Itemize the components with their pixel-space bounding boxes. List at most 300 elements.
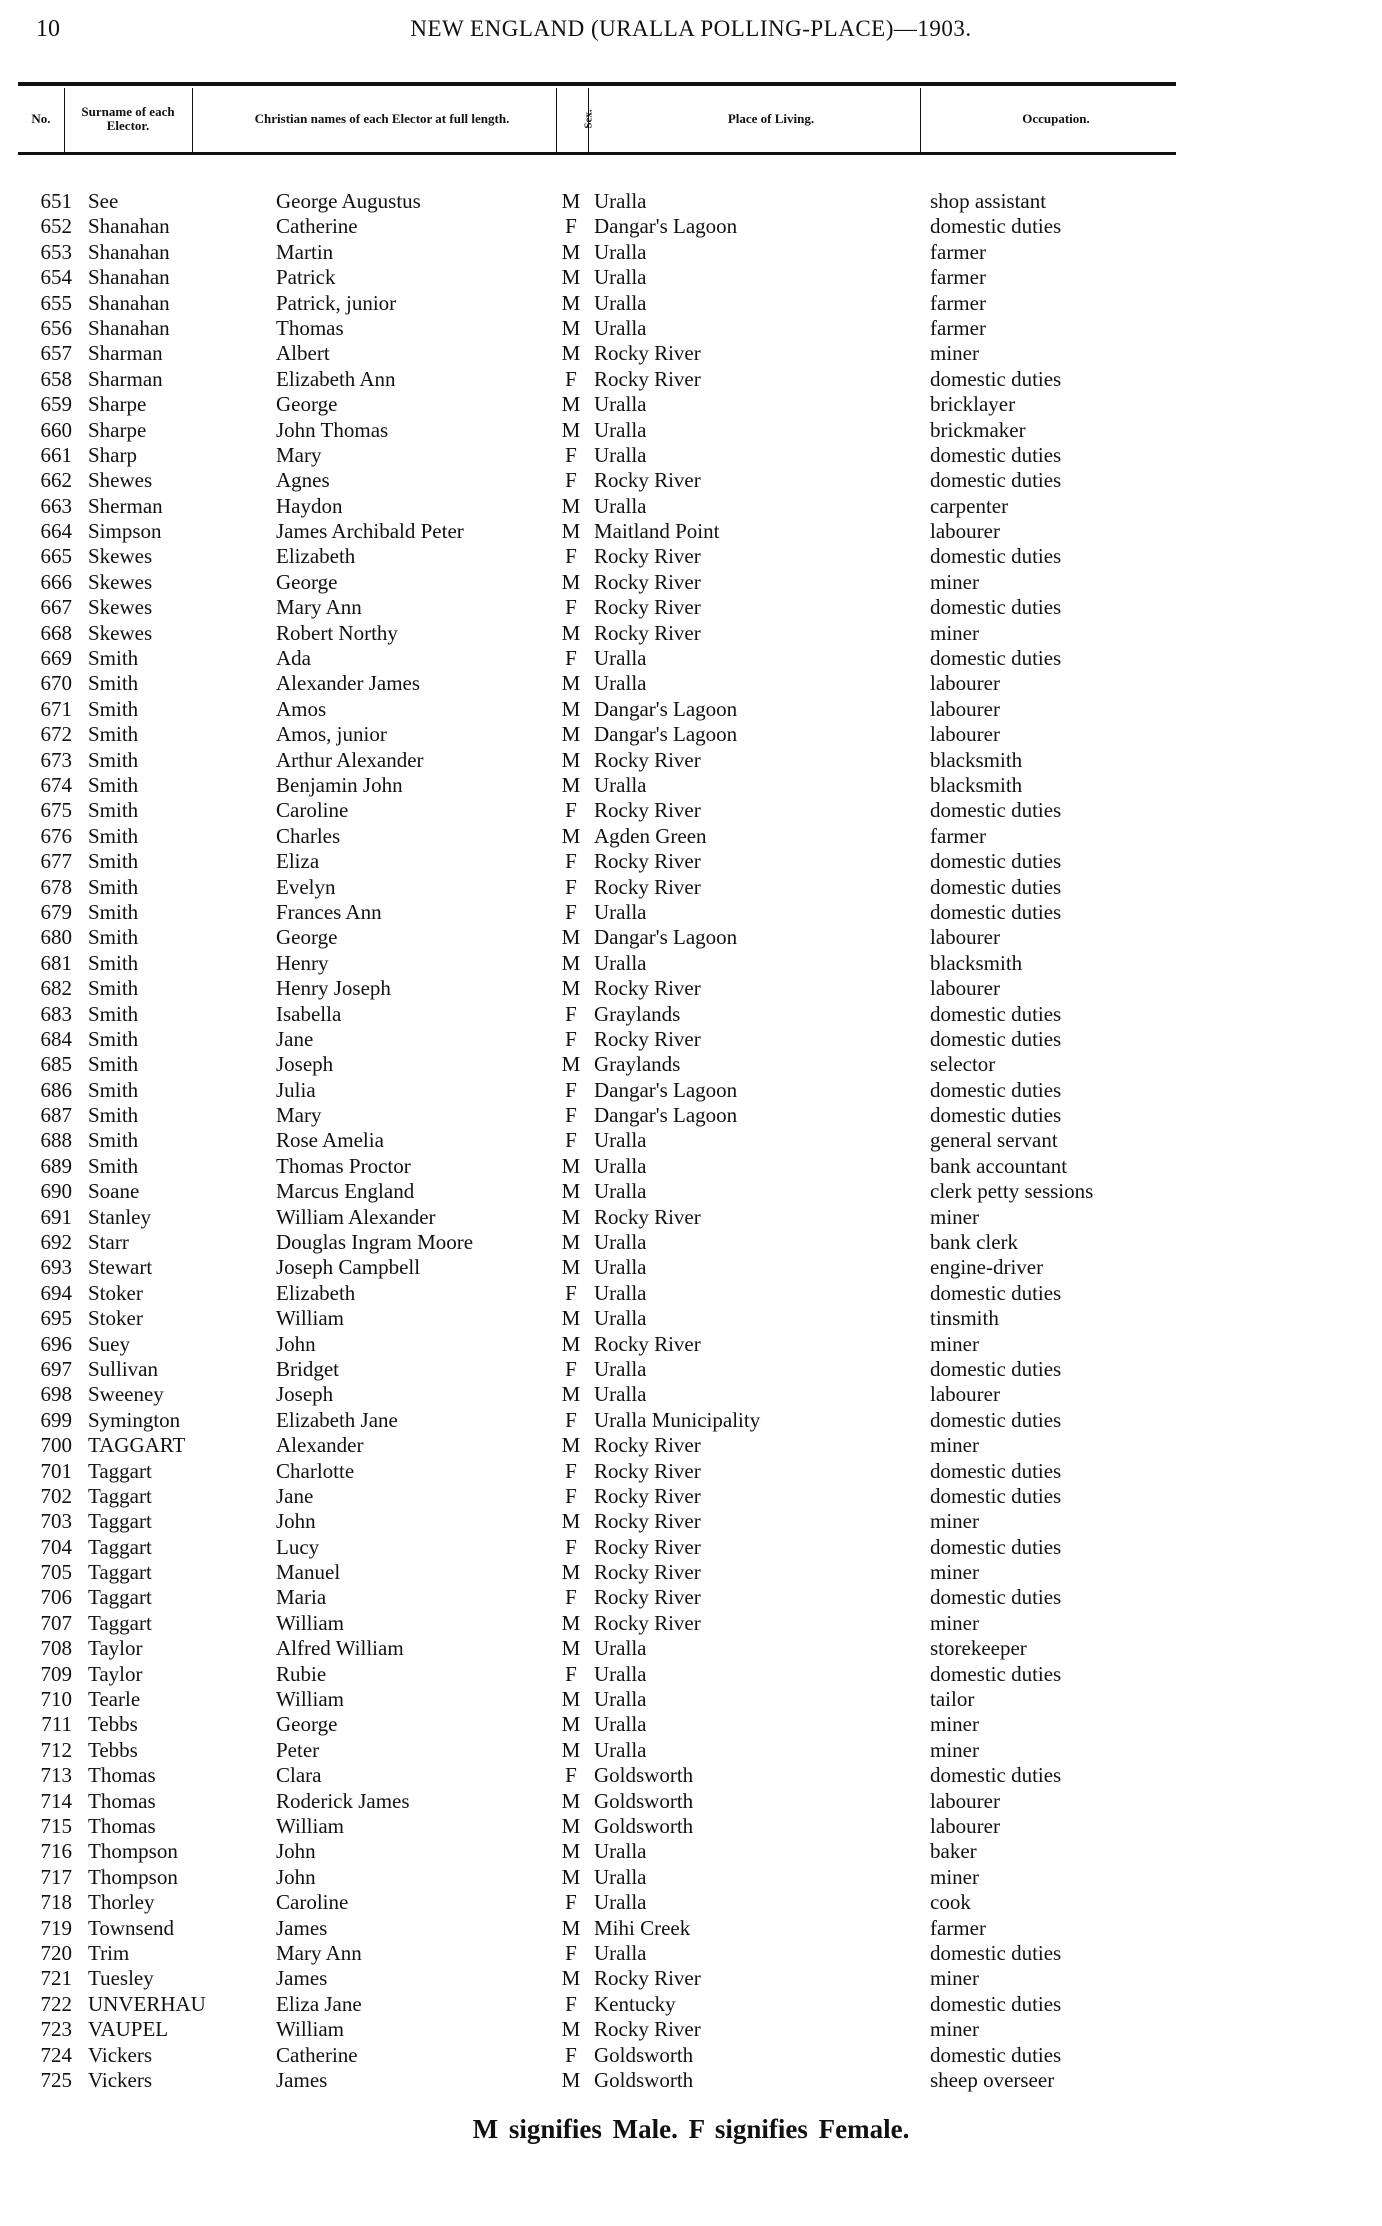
table-row <box>0 240 1382 265</box>
elector-christian-names: George Augustus <box>276 189 421 213</box>
elector-surname: Smith <box>88 722 139 747</box>
elector-occupation: domestic duties <box>930 1661 1062 1686</box>
elector-sex: M <box>561 696 581 721</box>
sex-legend: M signifies Male. F signifies Female. <box>472 2114 910 2144</box>
elector-surname: Skewes <box>88 595 153 620</box>
table-row <box>0 646 1382 671</box>
elector-occupation: farmer <box>930 290 986 315</box>
elector-occupation: domestic duties <box>930 1280 1062 1305</box>
elector-christian-names: Elizabeth <box>276 1280 356 1305</box>
elector-surname: Sharp <box>88 442 137 467</box>
elector-surname: Sharman <box>88 341 163 366</box>
elector-sex: F <box>565 2042 577 2067</box>
elector-sex: M <box>561 189 581 213</box>
elector-christian-names: Elizabeth <box>276 544 356 569</box>
elector-number: 677 <box>40 849 72 874</box>
elector-place-of-living: Rocky River <box>594 569 701 594</box>
elector-christian-names: William Alexander <box>276 1204 436 1229</box>
elector-christian-names: Charles <box>276 823 341 848</box>
elector-christian-names: Elizabeth Ann <box>276 366 396 391</box>
elector-occupation: domestic duties <box>930 595 1062 620</box>
elector-surname: Thorley <box>88 1890 155 1915</box>
elector-surname: Sullivan <box>88 1356 159 1381</box>
elector-place-of-living: Uralla <box>594 1255 647 1280</box>
elector-christian-names: Eliza <box>276 849 320 874</box>
elector-occupation: farmer <box>930 1915 986 1940</box>
table-row <box>0 1154 1382 1179</box>
table-row <box>0 773 1382 798</box>
table-row <box>0 722 1382 747</box>
elector-christian-names: John <box>276 1331 316 1356</box>
elector-number: 703 <box>40 1509 72 1534</box>
elector-sex: M <box>561 1306 581 1331</box>
elector-surname: Smith <box>88 899 139 924</box>
elector-sex: F <box>565 366 577 391</box>
elector-number: 665 <box>40 544 72 569</box>
elector-place-of-living: Rocky River <box>594 747 701 772</box>
elector-occupation: labourer <box>930 1788 1000 1813</box>
elector-christian-names: Elizabeth Jane <box>276 1407 398 1432</box>
elector-sex: M <box>561 1814 581 1838</box>
elector-occupation: tailor <box>930 1687 975 1712</box>
elector-surname: Smith <box>88 874 139 899</box>
elector-christian-names: Eliza Jane <box>276 1991 362 2016</box>
elector-surname: Trim <box>88 1940 130 1965</box>
table-row <box>0 1611 1382 1636</box>
elector-sex: M <box>561 1230 581 1255</box>
table-row <box>0 2043 1382 2068</box>
elector-sex: M <box>561 2067 581 2092</box>
elector-place-of-living: Rocky River <box>594 366 701 391</box>
elector-number: 701 <box>40 1458 72 1483</box>
elector-sex: M <box>561 569 581 594</box>
table-row <box>0 544 1382 569</box>
elector-place-of-living: Uralla <box>594 950 647 975</box>
elector-christian-names: Alexander James <box>276 671 421 696</box>
elector-place-of-living: Rocky River <box>594 1534 701 1559</box>
table-row <box>0 1839 1382 1864</box>
elector-number: 659 <box>40 392 72 417</box>
elector-christian-names: Isabella <box>276 1001 342 1026</box>
elector-christian-names: Benjamin John <box>276 772 403 797</box>
table-row <box>0 595 1382 620</box>
elector-number: 687 <box>40 1103 72 1128</box>
elector-place-of-living: Rocky River <box>594 1331 701 1356</box>
elector-place-of-living: Uralla <box>594 392 647 417</box>
elector-number: 662 <box>40 468 72 493</box>
elector-occupation: blacksmith <box>930 950 1023 975</box>
elector-sex: F <box>565 468 577 493</box>
elector-christian-names: William <box>276 1610 344 1635</box>
col-header-surname: Surname of each Elector. <box>81 104 175 133</box>
elector-occupation: miner <box>930 341 979 366</box>
elector-place-of-living: Uralla <box>594 1382 647 1407</box>
elector-number: 708 <box>40 1636 72 1661</box>
elector-occupation: labourer <box>930 722 1000 747</box>
elector-surname: Smith <box>88 1128 139 1153</box>
elector-christian-names: Caroline <box>276 1890 349 1915</box>
elector-place-of-living: Uralla <box>594 1230 647 1255</box>
elector-place-of-living: Uralla <box>594 1636 647 1661</box>
col-header-place: Place of Living. <box>727 111 815 126</box>
elector-place-of-living: Rocky River <box>594 1966 701 1991</box>
elector-sex: F <box>565 1483 577 1508</box>
table-row <box>0 1052 1382 1077</box>
elector-surname: Shanahan <box>88 239 170 264</box>
elector-sex: F <box>565 1890 577 1915</box>
table-row <box>0 1763 1382 1788</box>
elector-number: 691 <box>40 1204 72 1229</box>
elector-sex: F <box>565 1280 577 1305</box>
col-header-occupation: Occupation. <box>1022 111 1090 126</box>
elector-number: 664 <box>40 519 72 544</box>
elector-occupation: domestic duties <box>930 798 1062 823</box>
elector-christian-names: Peter <box>276 1737 320 1762</box>
elector-place-of-living: Rocky River <box>594 1585 701 1610</box>
elector-surname: Shewes <box>88 468 153 493</box>
elector-christian-names: Alfred William <box>276 1636 404 1661</box>
elector-sex: M <box>561 950 581 975</box>
column-divider <box>192 88 193 152</box>
elector-sex: F <box>565 1991 577 2016</box>
elector-occupation: bank clerk <box>930 1230 1019 1255</box>
elector-place-of-living: Uralla <box>594 189 647 213</box>
elector-sex: M <box>561 747 581 772</box>
elector-place-of-living: Dangar's Lagoon <box>594 722 738 747</box>
elector-number: 715 <box>40 1814 72 1838</box>
elector-place-of-living: Rocky River <box>594 2017 701 2042</box>
elector-number: 699 <box>40 1407 72 1432</box>
table-row <box>0 1281 1382 1306</box>
elector-christian-names: Albert <box>276 341 330 366</box>
elector-christian-names: Amos, junior <box>276 722 387 747</box>
elector-occupation: domestic duties <box>930 874 1062 899</box>
elector-surname: Sharman <box>88 366 163 391</box>
table-row <box>0 1382 1382 1407</box>
elector-sex: F <box>565 849 577 874</box>
elector-occupation: general servant <box>930 1128 1058 1153</box>
elector-place-of-living: Rocky River <box>594 874 701 899</box>
elector-occupation: miner <box>930 1560 979 1585</box>
table-row <box>0 976 1382 1001</box>
elector-surname: VAUPEL <box>88 2017 169 2042</box>
elector-number: 705 <box>40 1560 72 1585</box>
elector-number: 710 <box>40 1687 72 1712</box>
elector-place-of-living: Rocky River <box>594 1204 701 1229</box>
table-row <box>0 189 1382 214</box>
elector-occupation: labourer <box>930 976 1000 1001</box>
column-divider <box>588 88 589 152</box>
elector-surname: TAGGART <box>88 1433 186 1458</box>
elector-number: 722 <box>40 1991 72 2016</box>
table-row <box>0 697 1382 722</box>
elector-place-of-living: Kentucky <box>594 1991 676 2016</box>
elector-surname: Tebbs <box>88 1737 138 1762</box>
elector-surname: Smith <box>88 976 139 1001</box>
elector-place-of-living: Rocky River <box>594 1509 701 1534</box>
elector-place-of-living: Uralla <box>594 1280 647 1305</box>
elector-surname: Smith <box>88 671 139 696</box>
elector-surname: Shanahan <box>88 290 170 315</box>
elector-place-of-living: Uralla <box>594 646 647 671</box>
elector-occupation: domestic duties <box>930 1103 1062 1128</box>
elector-surname: See <box>88 189 119 213</box>
elector-occupation: bricklayer <box>930 392 1016 417</box>
elector-sex: F <box>565 1026 577 1051</box>
elector-occupation: domestic duties <box>930 544 1062 569</box>
elector-surname: Smith <box>88 1077 139 1102</box>
table-row <box>0 1205 1382 1230</box>
elector-sex: F <box>565 1077 577 1102</box>
elector-number: 696 <box>40 1331 72 1356</box>
elector-surname: Sherman <box>88 493 163 518</box>
elector-occupation: miner <box>930 1331 979 1356</box>
elector-occupation: labourer <box>930 519 1000 544</box>
elector-number: 704 <box>40 1534 72 1559</box>
elector-place-of-living: Goldsworth <box>594 1814 694 1838</box>
elector-number: 697 <box>40 1356 72 1381</box>
elector-occupation: domestic duties <box>930 442 1062 467</box>
table-row <box>0 1002 1382 1027</box>
table-row <box>0 468 1382 493</box>
elector-occupation: miner <box>930 1737 979 1762</box>
elector-sex: M <box>561 1864 581 1889</box>
elector-occupation: domestic duties <box>930 899 1062 924</box>
elector-place-of-living: Uralla <box>594 265 647 290</box>
table-row <box>0 925 1382 950</box>
elector-christian-names: Alexander <box>276 1433 364 1458</box>
elector-place-of-living: Uralla <box>594 1661 647 1686</box>
elector-surname: Sharpe <box>88 392 147 417</box>
elector-sex: M <box>561 265 581 290</box>
elector-christian-names: James <box>276 1966 328 1991</box>
table-row <box>0 1103 1382 1128</box>
elector-number: 651 <box>40 189 72 213</box>
elector-surname: Thompson <box>88 1839 178 1864</box>
elector-sex: M <box>561 1737 581 1762</box>
elector-christian-names: William <box>276 2017 344 2042</box>
elector-place-of-living: Uralla <box>594 1864 647 1889</box>
elector-surname: Taggart <box>88 1458 152 1483</box>
elector-christian-names: Mary <box>276 442 322 467</box>
elector-place-of-living: Uralla <box>594 1687 647 1712</box>
elector-number: 657 <box>40 341 72 366</box>
elector-place-of-living: Uralla <box>594 772 647 797</box>
elector-occupation: miner <box>930 1509 979 1534</box>
elector-surname: UNVERHAU <box>88 1991 206 2016</box>
elector-number: 714 <box>40 1788 72 1813</box>
elector-place-of-living: Rocky River <box>594 976 701 1001</box>
elector-occupation: labourer <box>930 696 1000 721</box>
elector-place-of-living: Rocky River <box>594 1560 701 1585</box>
elector-christian-names: Maria <box>276 1585 327 1610</box>
elector-number: 686 <box>40 1077 72 1102</box>
elector-christian-names: Douglas Ingram Moore <box>276 1230 474 1255</box>
elector-surname: Thomas <box>88 1788 156 1813</box>
elector-number: 688 <box>40 1128 72 1153</box>
elector-surname: Thomas <box>88 1763 156 1788</box>
table-row <box>0 1941 1382 1966</box>
elector-surname: Taggart <box>88 1610 152 1635</box>
elector-christian-names: Julia <box>276 1077 316 1102</box>
elector-place-of-living: Uralla <box>594 1153 647 1178</box>
elector-place-of-living: Uralla <box>594 671 647 696</box>
page-title: NEW ENGLAND (URALLA POLLING-PLACE)—1903. <box>410 16 972 41</box>
table-row <box>0 1992 1382 2017</box>
elector-place-of-living: Goldsworth <box>594 1788 694 1813</box>
table-row <box>0 1636 1382 1661</box>
elector-occupation: domestic duties <box>930 1940 1062 1965</box>
elector-surname: Skewes <box>88 544 153 569</box>
table-row <box>0 1509 1382 1534</box>
elector-number: 683 <box>40 1001 72 1026</box>
elector-surname: Stanley <box>88 1204 151 1229</box>
elector-number: 661 <box>40 442 72 467</box>
elector-number: 670 <box>40 671 72 696</box>
table-row <box>0 316 1382 341</box>
table-row <box>0 2068 1382 2093</box>
elector-sex: F <box>565 1534 577 1559</box>
elector-surname: Suey <box>88 1331 130 1356</box>
elector-place-of-living: Rocky River <box>594 1610 701 1635</box>
elector-sex: F <box>565 1585 577 1610</box>
elector-surname: Stoker <box>88 1306 143 1331</box>
elector-place-of-living: Goldsworth <box>594 2067 694 2092</box>
elector-number: 679 <box>40 899 72 924</box>
elector-number: 669 <box>40 646 72 671</box>
elector-sex: M <box>561 1153 581 1178</box>
elector-occupation: selector <box>930 1052 996 1077</box>
elector-christian-names: Amos <box>276 696 327 721</box>
elector-christian-names: Roderick James <box>276 1788 410 1813</box>
elector-christian-names: Catherine <box>276 2042 358 2067</box>
elector-surname: Symington <box>88 1407 181 1432</box>
elector-occupation: domestic duties <box>930 366 1062 391</box>
elector-number: 655 <box>40 290 72 315</box>
table-row <box>0 1662 1382 1687</box>
elector-number: 692 <box>40 1230 72 1255</box>
elector-number: 678 <box>40 874 72 899</box>
elector-occupation: domestic duties <box>930 214 1062 239</box>
elector-surname: Townsend <box>88 1915 175 1940</box>
elector-surname: Thompson <box>88 1864 178 1889</box>
table-row <box>0 1585 1382 1610</box>
elector-surname: Smith <box>88 1026 139 1051</box>
table-row <box>0 1484 1382 1509</box>
elector-christian-names: John <box>276 1509 316 1534</box>
elector-christian-names: Caroline <box>276 798 349 823</box>
elector-place-of-living: Uralla <box>594 417 647 442</box>
elector-occupation: labourer <box>930 1814 1000 1838</box>
elector-place-of-living: Rocky River <box>594 544 701 569</box>
elector-christian-names: Marcus England <box>276 1179 415 1204</box>
elector-christian-names: Henry <box>276 950 329 975</box>
elector-surname: Smith <box>88 823 139 848</box>
elector-place-of-living: Goldsworth <box>594 1763 694 1788</box>
elector-occupation: domestic duties <box>930 1001 1062 1026</box>
elector-christian-names: Joseph <box>276 1052 334 1077</box>
elector-christian-names: Mary Ann <box>276 595 362 620</box>
elector-occupation: farmer <box>930 265 986 290</box>
table-row <box>0 748 1382 773</box>
elector-number: 717 <box>40 1864 72 1889</box>
elector-occupation: domestic duties <box>930 1356 1062 1381</box>
elector-number: 675 <box>40 798 72 823</box>
table-row <box>0 1789 1382 1814</box>
elector-christian-names: Charlotte <box>276 1458 355 1483</box>
elector-place-of-living: Rocky River <box>594 1433 701 1458</box>
elector-sex: M <box>561 417 581 442</box>
table-row <box>0 1966 1382 1991</box>
elector-christian-names: Bridget <box>276 1356 339 1381</box>
table-row <box>0 1078 1382 1103</box>
elector-number: 674 <box>40 772 72 797</box>
table-row <box>0 1433 1382 1458</box>
elector-christian-names: Thomas <box>276 315 344 340</box>
elector-sex: F <box>565 1940 577 1965</box>
elector-number: 721 <box>40 1966 72 1991</box>
elector-sex: M <box>561 290 581 315</box>
elector-christian-names: Rose Amelia <box>276 1128 384 1153</box>
col-header-sex <box>572 86 606 152</box>
elector-number: 653 <box>40 239 72 264</box>
table-row <box>0 1560 1382 1585</box>
table-row <box>0 1890 1382 1915</box>
elector-sex: F <box>565 595 577 620</box>
elector-place-of-living: Dangar's Lagoon <box>594 696 738 721</box>
elector-christian-names: Martin <box>276 239 334 264</box>
elector-occupation: tinsmith <box>930 1306 999 1331</box>
elector-sex: F <box>565 646 577 671</box>
elector-place-of-living: Dangar's Lagoon <box>594 214 738 239</box>
elector-number: 681 <box>40 950 72 975</box>
elector-place-of-living: Rocky River <box>594 798 701 823</box>
elector-number: 652 <box>40 214 72 239</box>
elector-christian-names: Jane <box>276 1026 314 1051</box>
elector-occupation: miner <box>930 1204 979 1229</box>
elector-place-of-living: Uralla <box>594 899 647 924</box>
elector-sex: F <box>565 1763 577 1788</box>
col-header-sex-label: Sex. <box>583 109 595 129</box>
elector-place-of-living: Rocky River <box>594 620 701 645</box>
table-row <box>0 671 1382 696</box>
elector-surname: Starr <box>88 1230 129 1255</box>
elector-place-of-living: Agden Green <box>594 823 707 848</box>
elector-place-of-living: Rocky River <box>594 849 701 874</box>
elector-sex: M <box>561 1839 581 1864</box>
table-row <box>0 443 1382 468</box>
elector-sex: M <box>561 1966 581 1991</box>
elector-christian-names: William <box>276 1687 344 1712</box>
elector-occupation: domestic duties <box>930 646 1062 671</box>
elector-christian-names: Patrick, junior <box>276 290 397 315</box>
elector-sex: M <box>561 519 581 544</box>
elector-occupation: bank accountant <box>930 1153 1068 1178</box>
elector-occupation: domestic duties <box>930 1077 1062 1102</box>
elector-place-of-living: Uralla <box>594 290 647 315</box>
table-row <box>0 1128 1382 1153</box>
elector-sex: M <box>561 1687 581 1712</box>
elector-occupation: cook <box>930 1890 971 1915</box>
elector-place-of-living: Rocky River <box>594 1026 701 1051</box>
elector-place-of-living: Uralla <box>594 1890 647 1915</box>
elector-occupation: miner <box>930 1610 979 1635</box>
elector-christian-names: Jane <box>276 1483 314 1508</box>
elector-occupation: miner <box>930 620 979 645</box>
table-row <box>0 519 1382 544</box>
elector-surname: Smith <box>88 646 139 671</box>
elector-christian-names: James Archibald Peter <box>276 519 464 544</box>
